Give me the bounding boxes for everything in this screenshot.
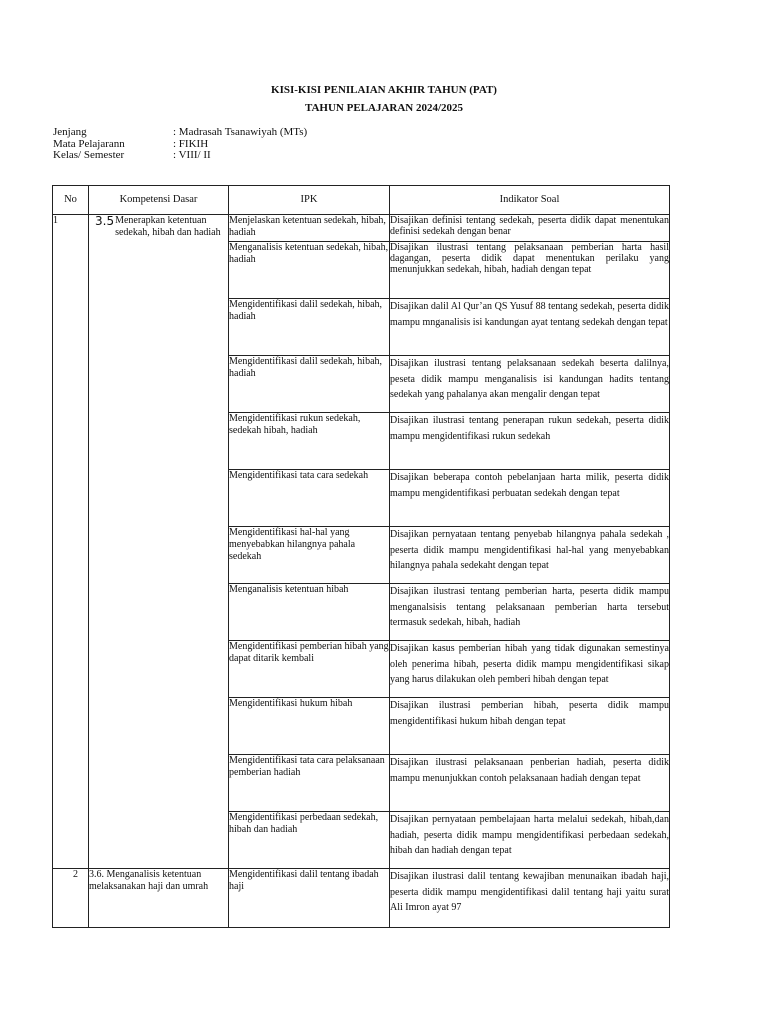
meta-label: Mata Pelajarann [53,138,125,150]
kd-number: 3.5 [95,214,115,228]
indikator-cell [390,698,670,755]
document-title: KISI-KISI PENILAIAN AKHIR TAHUN (PAT) [271,84,497,96]
ipk-cell: Mengidentifikasi dalil sedekah, hibah, hadiah [229,356,390,413]
indikator-text: Disajikan pernyataan tentang penyebab hilangnya pahala sedekah , peserta didik mampu mengidentifikasi hal-hal yang menyebabkan hilangnya pahala sedekaht dengan tepat [390,529,669,571]
ipk-cell: Mengidentifikasi rukun sedekah, sedekah hibah, hadiah [229,413,390,470]
indikator-text: Disajikan definisi tentang sedekah, peserta didik dapat menentukan definisi sedekah dengan benar [390,215,669,237]
ipk-cell: Menganalisis ketentuan sedekah, hibah, hadiah [229,242,390,299]
indikator-text: Disajikan kasus pemberian hibah yang tidak digunakan semestinya oleh penerima hibah, peserta didik mampu mengidentifikasi sikap yang harus dilakukan oleh pemberi hibah dengan tepat [390,643,669,685]
kompetensi-dasar-cell [89,215,229,869]
indikator-cell [390,470,670,527]
header-ipk: IPK [229,186,390,215]
indikator-text: Disajikan ilustrasi tentang pelaksanaan sedekah beserta dalilnya, peseta didik mampu menganalisis isi kandungan hadits tentang sedekah yang pahalanya akan mengalir dengan tepat [390,358,669,400]
ipk-cell: Mengidentifikasi hal-hal yang menyebabkan hilangnya pahala sedekah [229,527,390,584]
indikator-cell [390,812,670,869]
header-no: No [53,186,89,215]
meta-label: Kelas/ Semester [53,149,125,161]
ipk-cell: Mengidentifikasi perbedaan sedekah, hibah dan hadiah [229,812,390,869]
indikator-text: Disajikan ilustrasi tentang pelaksanaan pemberian harta hasil dagangan, peserta didik dapat menentukan perilaku yang menunjukkan sedekah, hibah, hadiah dengan tepat [390,242,669,275]
indikator-cell [390,356,670,413]
ipk-cell: Menganalisis ketentuan hibah [229,584,390,641]
ipk-cell: Mengidentifikasi dalil sedekah, hibah, hadiah [229,299,390,356]
indikator-text: Disajikan ilustrasi tentang pemberian harta, peserta didik mampu menganalsisis tentang pelaksanaan pemberian harta tersebut termasuk sedekah, hibah, hadiah [390,586,669,628]
ipk-cell: Menjelaskan ketentuan sedekah, hibah, hadiah [229,215,390,242]
indikator-cell [390,413,670,470]
meta-value: : VIII/ II [173,149,211,161]
table-row [53,215,670,242]
meta-value: : Madrasah Tsanawiyah (MTs) [173,126,308,138]
table-header-row [53,186,670,215]
ipk-cell: Mengidentifikasi dalil tentang ibadah haji [229,869,390,928]
ipk-cell: Mengidentifikasi tata cara sedekah [229,470,390,527]
meta-label: Jenjang [53,126,87,138]
indikator-text: Disajikan ilustrasi tentang penerapan rukun sedekah, peserta didik mampu mengidentifikasi rukun sedekah [390,415,669,442]
indikator-text: Disajikan pernyataan pembelajaan harta melalui sedekah, hibah,dan hadiah, peserta didik mampu mengidentifikasi perbedaan sedekah, hibah dan hadiah dengan tepat [390,814,669,856]
indikator-cell [390,755,670,812]
indikator-text: Disajikan ilustrasi pelaksanaan penberian hadiah, peserta didik mampu menunjukkan contoh pelaksanaan hadiah dengan tepat [390,757,669,784]
header-kompetensi-dasar: Kompetensi Dasar [89,186,229,215]
indikator-text: Disajikan beberapa contoh pebelanjaan harta milik, peserta didik mampu mengidentifikasi perbuatan sedekah dengan tepat [390,472,669,499]
indikator-cell [390,584,670,641]
ipk-cell: Mengidentifikasi hukum hibah [229,698,390,755]
indikator-text: Disajikan ilustrasi pemberian hibah, peserta didik mampu mengidentifikasi hukum hibah dengan tepat [390,700,669,727]
indikator-cell [390,299,670,356]
header-indikator-soal: Indikator Soal [390,186,670,215]
table-row [53,869,670,928]
indikator-cell [390,641,670,698]
kompetensi-dasar-cell: 3.6. Menganalisis ketentuan melaksanakan haji dan umrah [89,869,229,928]
document-subtitle: TAHUN PELAJARAN 2024/2025 [304,102,464,114]
indikator-text: Disajikan dalil Al Qur’an QS Yusuf 88 tentang sedekah, peserta didik mampu mnganalisis isi kandungan ayat tentang sedekah dengan tepat [390,301,669,328]
indikator-cell [390,869,670,928]
ipk-cell: Mengidentifikasi pemberian hibah yang dapat ditarik kembali [229,641,390,698]
kisi-kisi-table [52,185,670,928]
indikator-cell [390,527,670,584]
row-number: 1 [53,215,89,869]
kd-text: Menerapkan ketentuan sedekah, hibah dan hadiah [115,215,221,238]
meta-value: : FIKIH [173,138,209,150]
ipk-cell: Mengidentifikasi tata cara pelaksanaan pemberian hadiah [229,755,390,812]
indikator-cell [390,242,670,299]
indikator-text: Disajikan ilustrasi dalil tentang kewajiban menunaikan ibadah haji, peserta didik mampu mengidentifikasi dalil tentang haji yaitu surat Ali Imron ayat 97 [390,871,669,913]
row-number: 2 [53,869,89,928]
indikator-cell [390,215,670,242]
